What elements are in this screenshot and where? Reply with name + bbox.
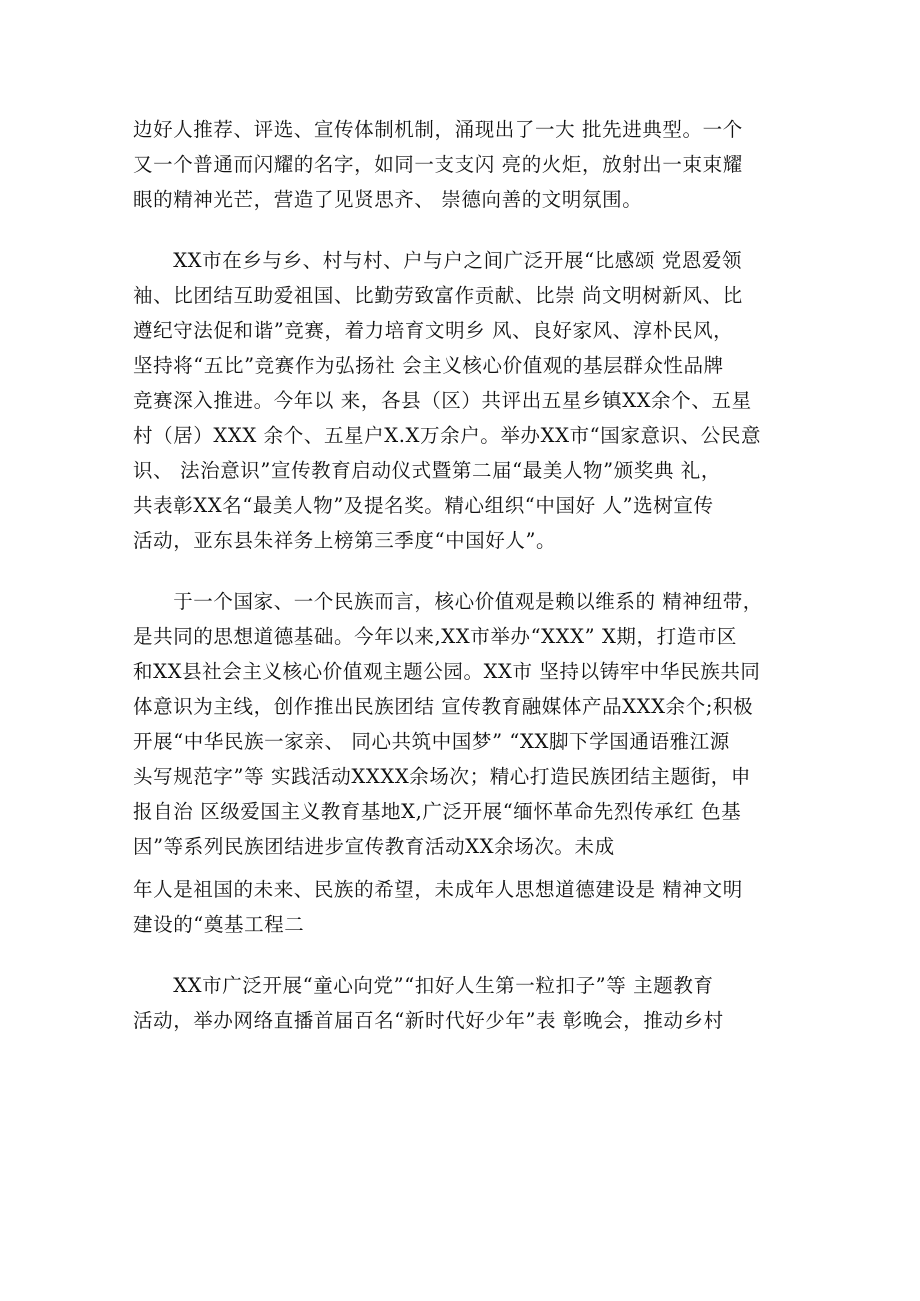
text-line: 遵纪守法促和谐”竞赛，着力培育文明乡 风、良好家风、淳朴民风，	[133, 319, 734, 342]
text-line: 边好人推荐、评选、宣传体制机制，涌现出了一大 批先进典型。一个	[133, 118, 743, 141]
text-line: 识、 法治意识”宣传教育启动仪式暨第二届“最美人物”颁奖典 礼，	[133, 459, 722, 482]
paragraph	[133, 584, 801, 864]
text-line: 建设的“奠基工程二	[133, 913, 305, 936]
text-line: 因”等系列民族团结进步宣传教育活动XX余场次。未成	[133, 835, 615, 858]
text-line: 竞赛深入推进。今年以 来，各县（区）共评出五星乡镇XX余个、五星	[133, 389, 752, 412]
text-line: 村（居）XXX 余个、五星户X.X万余户。举办XX市“国家意识、公民意	[133, 424, 762, 447]
text-line: 头写规范字”等 实践活动XXXX余场次；精心打造民族团结主题街，申	[133, 765, 751, 788]
paragraph	[133, 872, 801, 942]
text-line: 是共同的思想道德基础。今年以来,XX市举办“XXX” X期，打造市区	[133, 625, 738, 648]
text-line: 年人是祖国的未来、民族的希望，未成年人思想道德建设是 精神文明	[133, 878, 743, 901]
paragraph	[133, 968, 801, 1038]
text-line: 和XX县社会主义核心价值观主题公园。XX市 坚持以铸牢中华民族共同	[133, 660, 761, 683]
paragraph	[133, 112, 801, 217]
text-line: 活动，亚东县朱祥务上榜第三季度“中国好人”。	[133, 529, 557, 552]
text-line: 眼的精神光芒，营造了见贤思齐、 崇德向善的文明氛围。	[133, 188, 643, 211]
document-body	[133, 112, 801, 1038]
text-line: 于一个国家、一个民族而言，核心价值观是赖以维系的 精神纽带，	[133, 590, 763, 613]
text-line: 坚持将“五比”竞赛作为弘扬社 会主义核心价值观的基层群众性品牌	[133, 354, 724, 377]
text-line: 袖、比团结互助爱祖国、比勤劳致富作贡献、比崇 尚文明树新风、比	[133, 284, 743, 307]
text-line: 活动，举办网络直播首届百名“新时代好少年”表 彰晚会，推动乡村	[133, 1009, 724, 1032]
text-line: 体意识为主线，创作推出民族团结 宣传教育融媒体产品XXX余个;积极	[133, 695, 754, 718]
text-line: 开展“中华民族一家亲、 同心共筑中国梦” “XX脚下学国通语雅江源	[133, 730, 730, 753]
text-line: XX市在乡与乡、村与村、户与户之间广泛开展“比感颂 党恩爱领	[133, 249, 743, 272]
text-line: 报自治 区级爱国主义教育基地X,广泛开展“缅怀革命先烈传承红 色基	[133, 800, 742, 823]
paragraph	[133, 243, 801, 558]
text-line: 又一个普通而闪耀的名字，如同一支支闪 亮的火炬，放射出一束束耀	[133, 153, 743, 176]
text-line: 共表彰XX名“最美人物”及提名奖。精心组织“中国好 人”选树宣传	[133, 494, 714, 517]
text-line: XX市广泛开展“童心向党”“扣好人生第一粒扣子”等 主题教育	[133, 974, 714, 997]
